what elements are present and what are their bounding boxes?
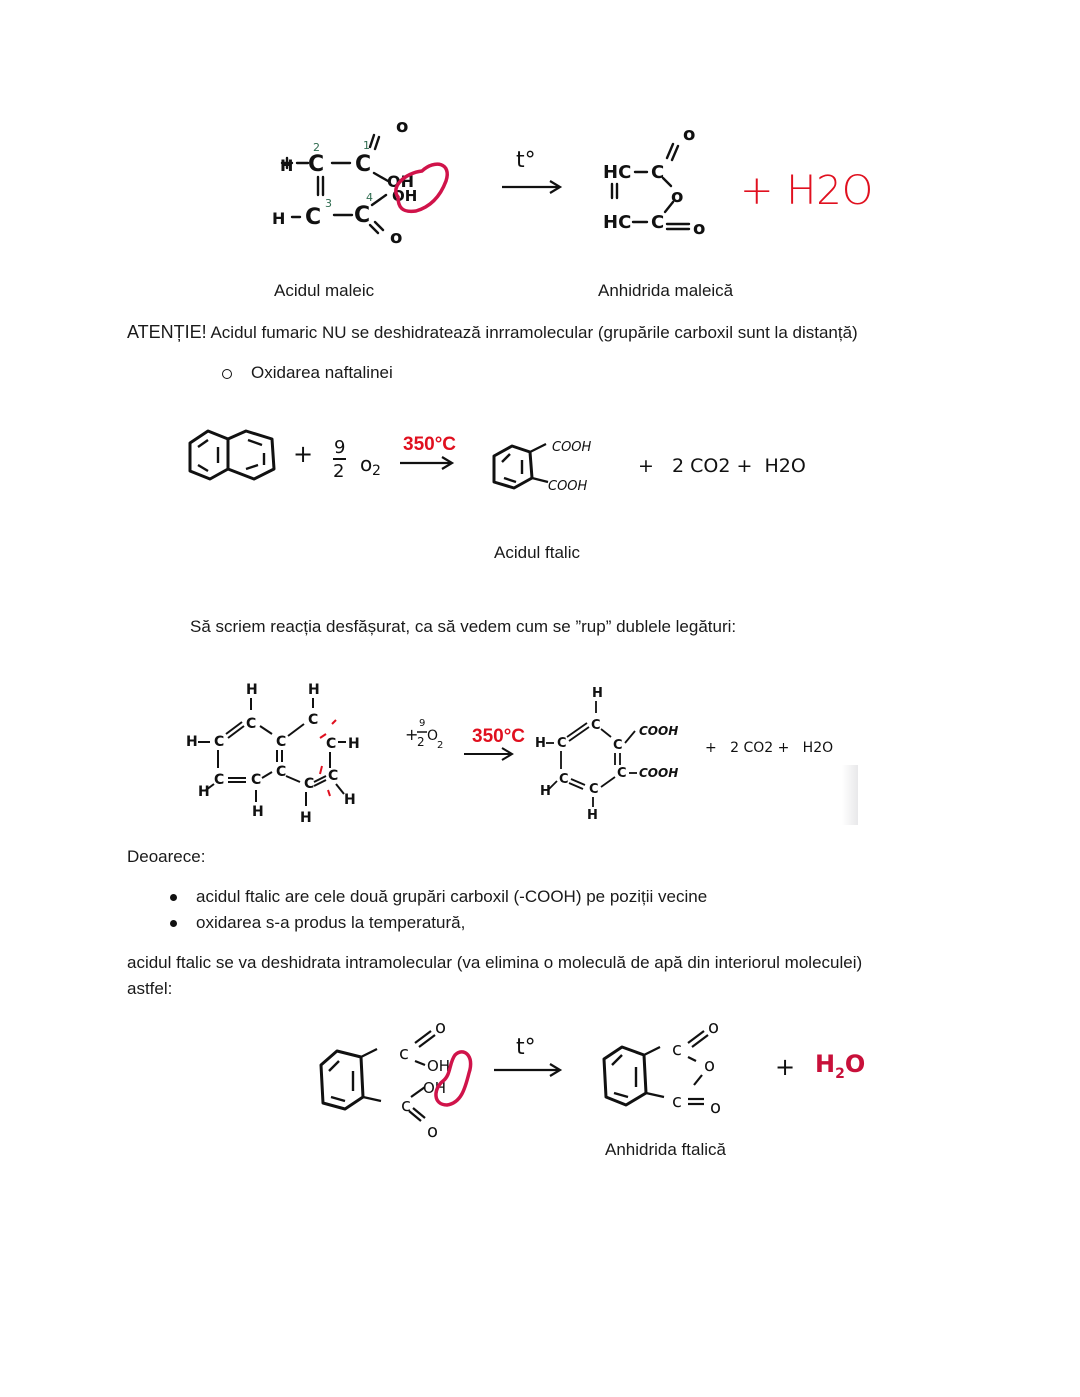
bullet-icon — [170, 920, 177, 927]
svg-text:H: H — [246, 682, 258, 698]
conclusion-line-1: acidul ftalic se va deshidrata intramolecular (va elimina o moleculă de apă din interiorul moleculei) — [127, 953, 863, 972]
svg-text:t°: t° — [516, 1035, 536, 1060]
svg-text:C: C — [308, 152, 325, 177]
svg-text:1: 1 — [363, 139, 370, 152]
phthalic-anhydride-label: Anhidrida ftalică — [605, 1140, 726, 1159]
svg-text:c: c — [401, 1095, 411, 1116]
phthalic-acid-expanded-structure — [535, 685, 695, 823]
naphthalene-structure — [182, 425, 282, 485]
water-byproduct-2: $H_2O$ — [815, 1050, 866, 1082]
fumaric-acid-notice — [127, 321, 858, 344]
svg-text:O: O — [427, 728, 439, 744]
svg-text:H: H — [344, 792, 356, 808]
svg-text:C: C — [326, 736, 337, 752]
svg-text:o: o — [708, 1017, 720, 1038]
svg-text:o: o — [427, 1121, 439, 1142]
reasoning-bullet-2 — [170, 912, 465, 934]
svg-text:C: C — [305, 205, 322, 230]
svg-text:C: C — [304, 776, 315, 792]
image-edge-shadow — [842, 765, 858, 825]
svg-text:OH: OH — [392, 187, 418, 205]
temperature-condition: 350°C — [403, 434, 457, 455]
plus-sign: + — [293, 440, 314, 468]
svg-text:C: C — [328, 768, 339, 784]
reaction-arrow — [398, 455, 458, 471]
svg-text:COOH: COOH — [639, 766, 679, 780]
svg-text:HC: HC — [603, 212, 632, 233]
svg-text:OH: OH — [423, 1079, 447, 1097]
svg-text:COOH: COOH — [552, 440, 592, 455]
maleic-acid-label: Acidul maleic — [274, 281, 375, 300]
plus-sign-2: + — [775, 1053, 796, 1081]
svg-text:C: C — [589, 782, 599, 797]
svg-text:9: 9 — [419, 718, 426, 729]
svg-text:C: C — [354, 203, 371, 228]
bullet-text: acidul ftalic are cele două grupări carboxil (-COOH) pe poziții vecine — [196, 887, 708, 906]
naphthalene-expanded-structure — [180, 680, 380, 825]
svg-text:2: 2 — [417, 735, 425, 749]
reasoning-bullet-1 — [170, 886, 707, 908]
svg-text:OH: OH — [427, 1057, 451, 1075]
svg-text:H: H — [198, 784, 210, 800]
svg-text:C: C — [559, 772, 569, 787]
svg-text:H: H — [280, 156, 294, 175]
svg-text:2: 2 — [437, 740, 444, 751]
bullet-text: oxidarea s-a produs la temperatură, — [196, 913, 466, 932]
svg-text:o: o — [671, 186, 684, 207]
phthalic-anhydride-structure — [598, 1015, 738, 1125]
svg-text:H: H — [308, 682, 320, 698]
svg-text:C: C — [651, 162, 665, 183]
svg-text:H: H — [587, 808, 598, 823]
svg-text:t°: t° — [516, 148, 536, 173]
svg-text:4: 4 — [366, 191, 373, 204]
svg-text:o: o — [704, 1055, 716, 1076]
svg-text:2: 2 — [333, 461, 345, 482]
svg-text:C: C — [214, 772, 225, 788]
byproducts-expanded: + 2 CO2 + H2O — [705, 740, 834, 756]
phthalic-acid-dehydration-structure — [315, 1015, 485, 1140]
svg-text:HC: HC — [603, 162, 632, 183]
svg-text:C: C — [246, 716, 257, 732]
conclusion-line-2: astfel: — [127, 979, 173, 998]
phthalic-acid-label: Acidul ftalic — [494, 543, 580, 562]
svg-text:+: + — [405, 725, 419, 744]
svg-text:C: C — [613, 738, 623, 753]
svg-text:2: 2 — [372, 463, 381, 479]
bullet-icon — [170, 894, 177, 901]
circle-bullet-icon — [222, 369, 232, 379]
svg-text:o: o — [435, 1017, 447, 1038]
svg-text:c: c — [399, 1043, 409, 1064]
svg-text:c: c — [672, 1091, 682, 1112]
reaction-arrow-heat — [500, 145, 570, 200]
notice-text: Acidul fumaric NU se deshidratează inrramolecular (grupările carboxil sunt la distanță) — [206, 323, 858, 342]
svg-text:C: C — [276, 764, 287, 780]
svg-text:o: o — [390, 227, 403, 248]
svg-text:o: o — [710, 1097, 722, 1118]
svg-text:2: 2 — [313, 141, 320, 154]
svg-text:C: C — [214, 734, 225, 750]
svg-text:C: C — [276, 734, 287, 750]
notice-prefix: ATENȚIE! — [127, 322, 207, 342]
svg-text:H: H — [252, 804, 264, 820]
reasoning-heading: Deoarece: — [127, 847, 206, 866]
svg-text:9: 9 — [334, 437, 346, 458]
svg-text:H: H — [592, 686, 603, 701]
svg-text:C: C — [557, 736, 567, 751]
svg-text:o: o — [360, 452, 373, 476]
svg-text:C: C — [308, 712, 319, 728]
svg-text:H: H — [348, 736, 360, 752]
svg-text:o: o — [693, 218, 706, 239]
svg-text:H: H — [540, 784, 551, 799]
maleic-anhydride-structure — [595, 120, 735, 245]
phthalic-acid-structure — [488, 438, 608, 498]
svg-text:COOH: COOH — [639, 724, 679, 738]
svg-text:H: H — [272, 209, 286, 228]
reaction-arrow-heat-2 — [490, 1030, 570, 1080]
water-byproduct: + H2O — [740, 168, 874, 214]
svg-text:H: H — [535, 736, 546, 751]
byproducts: + 2 CO2 + H2O — [638, 455, 806, 477]
oxygen-coefficient-expanded — [405, 710, 455, 760]
svg-text:C: C — [617, 766, 627, 781]
svg-text:C: C — [355, 152, 372, 177]
svg-text:OH: OH — [387, 172, 414, 191]
svg-text:o: o — [396, 116, 409, 137]
maleic-anhydride-label: Anhidrida maleică — [598, 281, 734, 300]
svg-text:COOH: COOH — [548, 479, 588, 494]
svg-text:H: H — [300, 810, 312, 826]
reaction-arrow-expanded — [462, 746, 522, 762]
svg-text:C: C — [591, 718, 601, 733]
svg-text:C: C — [251, 772, 262, 788]
maleic-acid-structure — [270, 115, 460, 250]
svg-text:H: H — [186, 734, 198, 750]
section-title: Oxidarea naftalinei — [251, 363, 393, 382]
svg-text:C: C — [651, 212, 665, 233]
section-bullet — [222, 362, 393, 384]
svg-text:o: o — [683, 124, 696, 145]
expanded-reaction-intro: Să scriem reacția desfășurat, ca să vedem cum se ”rup” dublele legături: — [190, 617, 737, 636]
svg-text:c: c — [672, 1039, 682, 1060]
temperature-condition-expanded: 350°C — [472, 726, 526, 747]
oxygen-coefficient — [330, 435, 390, 485]
svg-text:3: 3 — [325, 197, 332, 210]
